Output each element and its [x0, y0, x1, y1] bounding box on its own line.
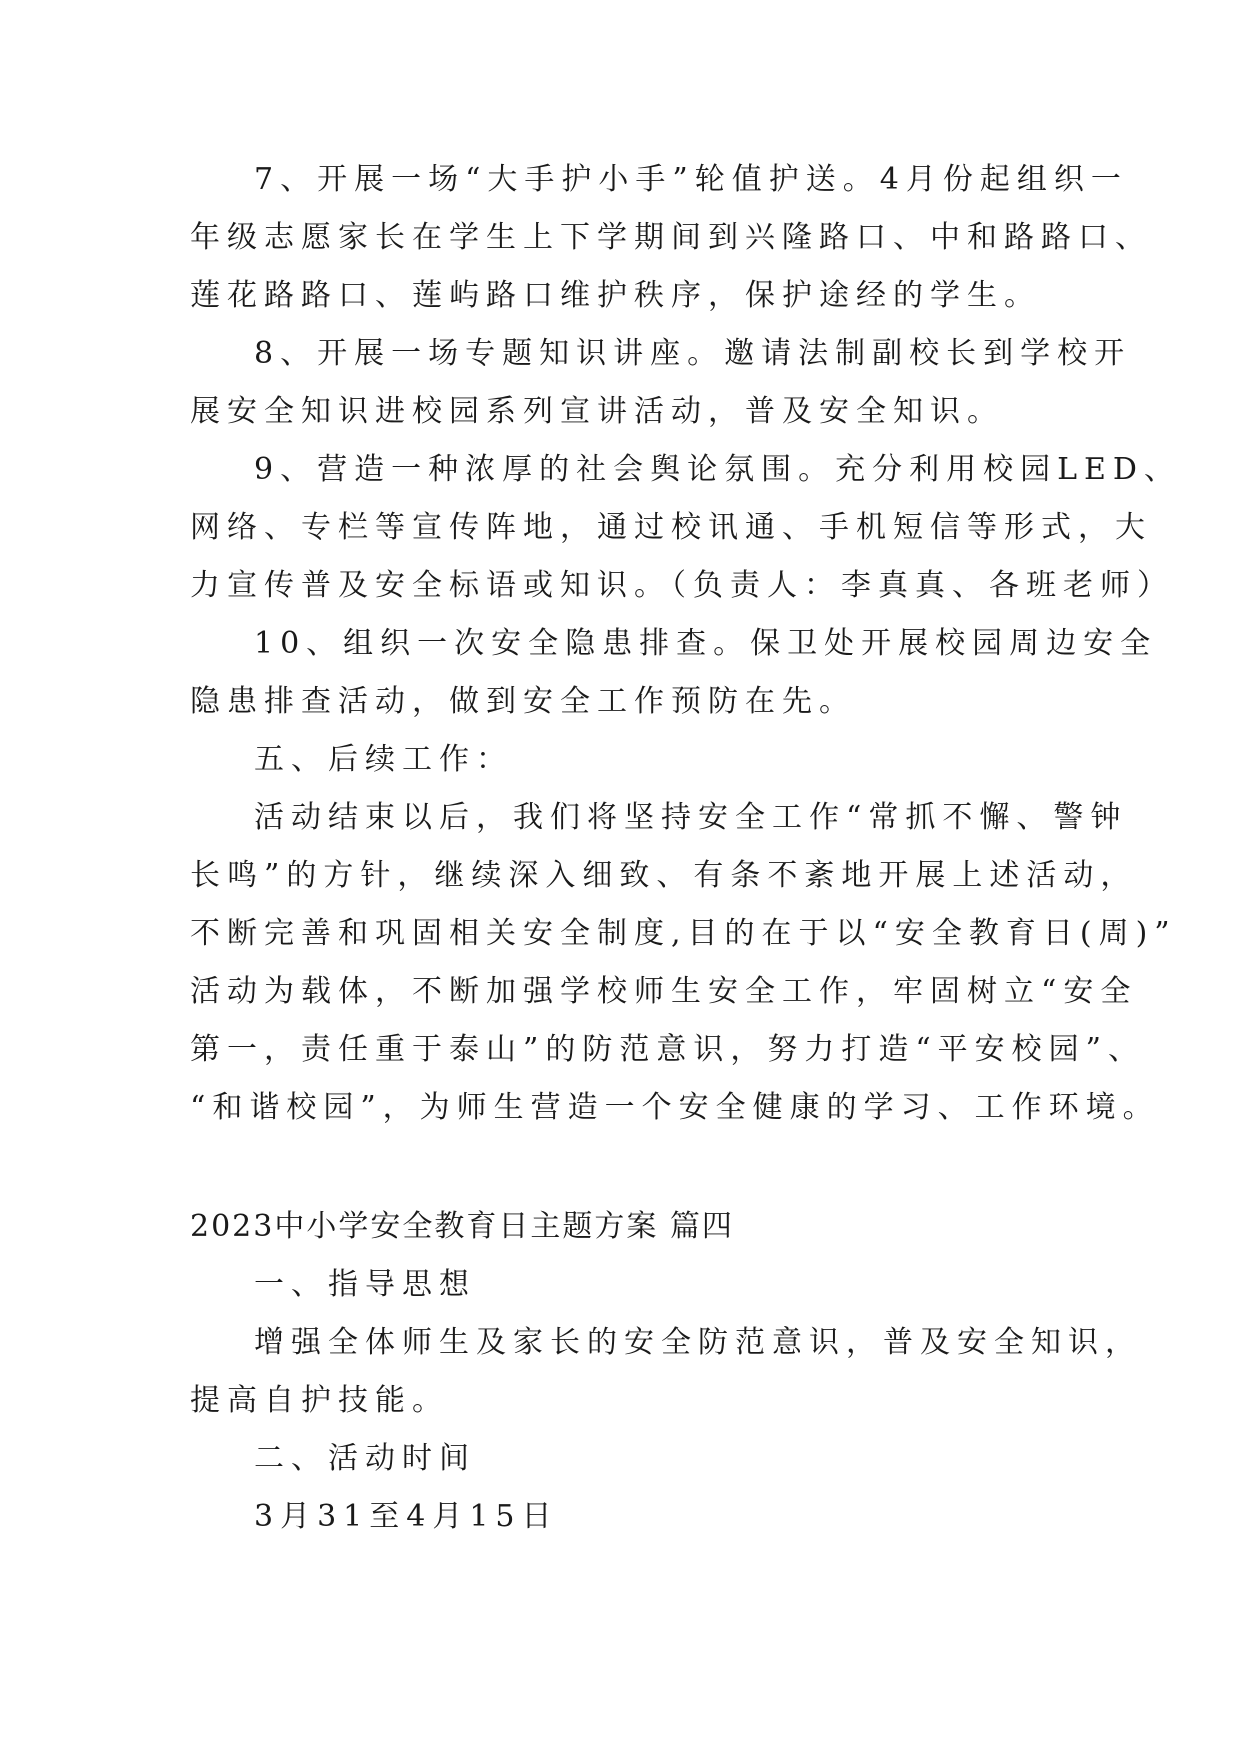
- paragraph-7-line-1: 7、开展一场“大手护小手”轮值护送。4月份起组织一: [254, 162, 1128, 197]
- section-heading-followup: 五、后续工作：: [254, 742, 513, 777]
- section-heading-activity-time: 二、活动时间: [254, 1441, 476, 1476]
- followup-paragraph-line-6: “和谐校园”，为师生营造一个安全健康的学习、工作环境。: [190, 1090, 1160, 1125]
- guiding-thought-line-2: 提高自护技能。: [190, 1383, 449, 1418]
- paragraph-10-line-2: 隐患排查活动，做到安全工作预防在先。: [190, 684, 856, 719]
- activity-time-value: 3月31至4月15日: [254, 1499, 559, 1534]
- paragraph-8-line-2: 展安全知识进校园系列宣讲活动，普及安全知识。: [190, 394, 1004, 429]
- paragraph-7-line-3: 莲花路路口、莲屿路口维护秩序，保护途经的学生。: [190, 278, 1041, 313]
- paragraph-9-line-3: 力宣传普及安全标语或知识。（负责人：李真真、各班老师）: [190, 568, 1174, 603]
- paragraph-10-line-1: 10、组织一次安全隐患排查。保卫处开展校园周边安全: [254, 626, 1158, 661]
- followup-paragraph-line-1: 活动结束以后，我们将坚持安全工作“常抓不懈、警钟: [254, 800, 1128, 835]
- document-section-title: 2023中小学安全教育日主题方案 篇四: [190, 1209, 734, 1244]
- followup-paragraph-line-5: 第一，责任重于泰山”的防范意识，努力打造“平安校园”、: [190, 1032, 1146, 1067]
- section-heading-guiding-thought: 一、指导思想: [254, 1267, 476, 1302]
- paragraph-8-line-1: 8、开展一场专题知识讲座。邀请法制副校长到学校开: [254, 336, 1132, 371]
- followup-paragraph-line-2: 长鸣”的方针，继续深入细致、有条不紊地开展上述活动，: [190, 858, 1138, 893]
- followup-paragraph-line-4: 活动为载体，不断加强学校师生安全工作，牢固树立“安全: [190, 974, 1138, 1009]
- followup-paragraph-line-3: 不断完善和巩固相关安全制度,目的在于以“安全教育日(周)”: [190, 916, 1177, 951]
- paragraph-7-line-2: 年级志愿家长在学生上下学期间到兴隆路口、中和路路口、: [190, 220, 1152, 255]
- guiding-thought-line-1: 增强全体师生及家长的安全防范意识，普及安全知识，: [254, 1325, 1142, 1360]
- paragraph-9-line-2: 网络、专栏等宣传阵地，通过校讯通、手机短信等形式，大: [190, 510, 1152, 545]
- paragraph-9-line-1: 9、营造一种浓厚的社会舆论氛围。充分利用校园LED、: [254, 452, 1181, 487]
